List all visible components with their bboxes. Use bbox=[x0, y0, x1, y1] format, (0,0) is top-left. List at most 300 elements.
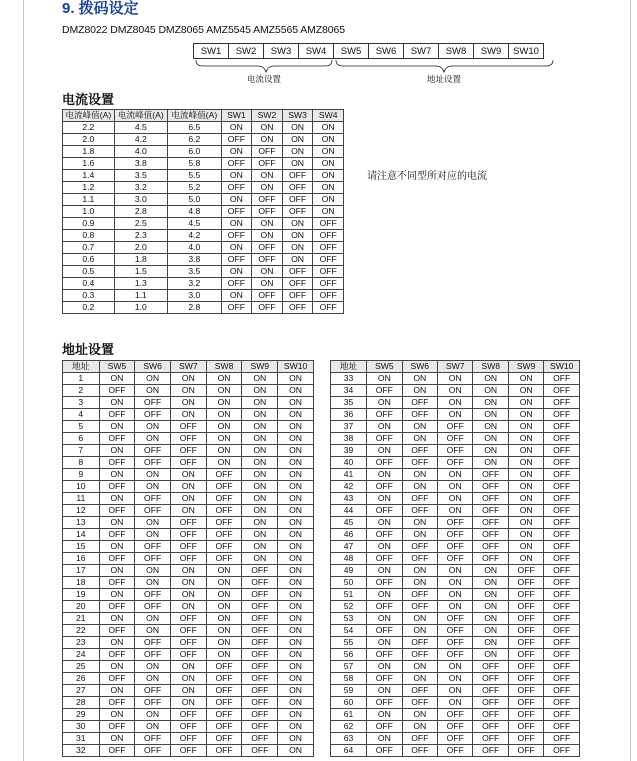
table-cell: ON bbox=[99, 421, 135, 433]
address-header-cell: SW8 bbox=[206, 361, 242, 373]
table-cell: OFF bbox=[544, 397, 580, 409]
table-cell: OFF bbox=[544, 421, 580, 433]
table-cell: 0.2 bbox=[63, 302, 115, 314]
table-cell: OFF bbox=[242, 697, 278, 709]
table-cell: OFF bbox=[402, 601, 437, 613]
table-cell: 24 bbox=[63, 649, 100, 661]
table-cell: OFF bbox=[473, 721, 508, 733]
table-cell: ON bbox=[473, 457, 508, 469]
table-cell: 4.5 bbox=[114, 122, 168, 134]
table-cell: OFF bbox=[221, 254, 252, 266]
table-row bbox=[63, 457, 314, 469]
address-header-cell: 地址 bbox=[331, 361, 367, 373]
table-cell: 39 bbox=[331, 445, 367, 457]
table-cell: 31 bbox=[63, 733, 100, 745]
table-cell: ON bbox=[278, 649, 314, 661]
table-cell: 0.8 bbox=[63, 230, 115, 242]
table-cell: OFF bbox=[473, 505, 508, 517]
table-cell: OFF bbox=[242, 745, 278, 757]
table-cell: OFF bbox=[221, 134, 252, 146]
table-cell: OFF bbox=[438, 421, 473, 433]
table-cell: OFF bbox=[402, 541, 437, 553]
table-cell: OFF bbox=[367, 625, 402, 637]
address-header-cell: SW10 bbox=[544, 361, 580, 373]
address-brace bbox=[336, 60, 553, 72]
table-cell: ON bbox=[135, 421, 171, 433]
switch-cell: SW7 bbox=[404, 44, 439, 59]
table-cell: OFF bbox=[206, 745, 242, 757]
table-row bbox=[63, 709, 314, 721]
table-cell: OFF bbox=[282, 206, 313, 218]
table-cell: 30 bbox=[63, 721, 100, 733]
table-cell: OFF bbox=[473, 493, 508, 505]
table-cell: ON bbox=[278, 493, 314, 505]
table-cell: ON bbox=[278, 505, 314, 517]
table-row bbox=[63, 469, 314, 481]
table-row bbox=[63, 649, 314, 661]
table-cell: OFF bbox=[135, 637, 171, 649]
table-cell: OFF bbox=[242, 589, 278, 601]
table-cell: OFF bbox=[135, 685, 171, 697]
right-margin-rule bbox=[630, 0, 631, 761]
table-cell: ON bbox=[402, 577, 437, 589]
table-cell: ON bbox=[282, 134, 313, 146]
table-cell: 2.8 bbox=[168, 302, 222, 314]
table-cell: OFF bbox=[544, 697, 580, 709]
table-cell: 1.0 bbox=[63, 206, 115, 218]
table-cell: 2.5 bbox=[114, 218, 168, 230]
table-cell: ON bbox=[206, 385, 242, 397]
table-cell: ON bbox=[508, 553, 543, 565]
table-row bbox=[331, 397, 580, 409]
table-cell: ON bbox=[206, 445, 242, 457]
table-row bbox=[63, 589, 314, 601]
table-cell: ON bbox=[170, 397, 206, 409]
table-cell: OFF bbox=[252, 158, 283, 170]
table-cell: OFF bbox=[508, 601, 543, 613]
table-cell: 0.4 bbox=[63, 278, 115, 290]
table-cell: 3.0 bbox=[114, 194, 168, 206]
address-header-cell: SW5 bbox=[99, 361, 135, 373]
table-cell: 1.6 bbox=[63, 158, 115, 170]
table-cell: OFF bbox=[402, 409, 437, 421]
table-cell: OFF bbox=[221, 230, 252, 242]
table-cell: OFF bbox=[544, 373, 580, 385]
table-cell: ON bbox=[402, 433, 437, 445]
table-cell: ON bbox=[282, 254, 313, 266]
table-cell: ON bbox=[170, 601, 206, 613]
table-cell: 34 bbox=[331, 385, 367, 397]
table-cell: OFF bbox=[508, 721, 543, 733]
current-heading: 电流设置 bbox=[62, 92, 115, 107]
table-row bbox=[63, 206, 344, 218]
table-cell: ON bbox=[402, 517, 437, 529]
table-cell: OFF bbox=[170, 733, 206, 745]
table-cell: OFF bbox=[438, 721, 473, 733]
table-cell: 1.0 bbox=[114, 302, 168, 314]
table-row bbox=[63, 230, 344, 242]
table-cell: 54 bbox=[331, 625, 367, 637]
table-cell: OFF bbox=[508, 709, 543, 721]
table-cell: ON bbox=[170, 469, 206, 481]
table-cell: ON bbox=[278, 529, 314, 541]
table-cell: OFF bbox=[367, 577, 402, 589]
table-cell: ON bbox=[278, 589, 314, 601]
table-cell: ON bbox=[252, 134, 283, 146]
table-row bbox=[331, 541, 580, 553]
table-cell: 37 bbox=[331, 421, 367, 433]
table-cell: ON bbox=[170, 697, 206, 709]
current-table bbox=[62, 109, 344, 314]
table-cell: ON bbox=[99, 637, 135, 649]
table-row bbox=[63, 577, 314, 589]
table-cell: ON bbox=[508, 385, 543, 397]
table-cell: 5.0 bbox=[168, 194, 222, 206]
table-cell: ON bbox=[367, 541, 402, 553]
table-cell: ON bbox=[206, 409, 242, 421]
table-cell: ON bbox=[278, 517, 314, 529]
table-cell: 6.0 bbox=[168, 146, 222, 158]
table-row bbox=[63, 433, 314, 445]
table-cell: 0.3 bbox=[63, 290, 115, 302]
table-cell: ON bbox=[278, 541, 314, 553]
table-cell: 55 bbox=[331, 637, 367, 649]
switch-cell: SW4 bbox=[299, 44, 334, 59]
table-cell: 8 bbox=[63, 457, 100, 469]
table-cell: ON bbox=[170, 685, 206, 697]
current-header-cell: SW1 bbox=[221, 110, 252, 122]
table-cell: ON bbox=[135, 613, 171, 625]
table-cell: OFF bbox=[438, 529, 473, 541]
table-row bbox=[331, 685, 580, 697]
table-row bbox=[331, 445, 580, 457]
table-cell: ON bbox=[438, 565, 473, 577]
table-row bbox=[331, 649, 580, 661]
table-cell: OFF bbox=[135, 745, 171, 757]
table-cell: ON bbox=[282, 242, 313, 254]
table-cell: OFF bbox=[473, 469, 508, 481]
table-cell: ON bbox=[438, 589, 473, 601]
table-cell: 12 bbox=[63, 505, 100, 517]
table-cell: 0.9 bbox=[63, 218, 115, 230]
table-cell: OFF bbox=[438, 553, 473, 565]
table-row bbox=[331, 745, 580, 757]
table-row bbox=[63, 673, 314, 685]
table-cell: OFF bbox=[99, 433, 135, 445]
switch-cell: SW9 bbox=[474, 44, 509, 59]
table-row bbox=[63, 242, 344, 254]
table-cell: ON bbox=[278, 457, 314, 469]
table-cell: ON bbox=[221, 218, 252, 230]
table-cell: ON bbox=[313, 122, 344, 134]
table-cell: ON bbox=[438, 397, 473, 409]
table-cell: ON bbox=[99, 517, 135, 529]
table-cell: 3.0 bbox=[168, 290, 222, 302]
table-cell: ON bbox=[135, 385, 171, 397]
table-cell: 2.8 bbox=[114, 206, 168, 218]
table-cell: ON bbox=[242, 541, 278, 553]
table-cell: OFF bbox=[206, 697, 242, 709]
table-row bbox=[63, 637, 314, 649]
table-row bbox=[63, 697, 314, 709]
table-cell: ON bbox=[170, 589, 206, 601]
table-cell: OFF bbox=[242, 577, 278, 589]
table-cell: 26 bbox=[63, 673, 100, 685]
table-cell: OFF bbox=[402, 733, 437, 745]
table-cell: OFF bbox=[313, 230, 344, 242]
address-header-cell: SW9 bbox=[242, 361, 278, 373]
table-cell: OFF bbox=[544, 673, 580, 685]
table-cell: 2.0 bbox=[114, 242, 168, 254]
table-cell: ON bbox=[206, 613, 242, 625]
table-cell: ON bbox=[473, 577, 508, 589]
table-cell: OFF bbox=[473, 673, 508, 685]
table-cell: OFF bbox=[170, 709, 206, 721]
address-brace-label: 地址设置 bbox=[427, 74, 462, 84]
table-cell: ON bbox=[206, 589, 242, 601]
table-cell: OFF bbox=[508, 637, 543, 649]
table-cell: 48 bbox=[331, 553, 367, 565]
table-cell: ON bbox=[206, 649, 242, 661]
table-cell: ON bbox=[473, 373, 508, 385]
table-cell: OFF bbox=[402, 493, 437, 505]
table-row bbox=[63, 170, 344, 182]
table-cell: OFF bbox=[206, 493, 242, 505]
table-cell: OFF bbox=[438, 433, 473, 445]
table-cell: ON bbox=[99, 613, 135, 625]
address-table-left bbox=[62, 360, 314, 757]
table-row bbox=[331, 625, 580, 637]
current-header-cell: SW2 bbox=[252, 110, 283, 122]
table-cell: 25 bbox=[63, 661, 100, 673]
table-cell: OFF bbox=[206, 709, 242, 721]
table-cell: OFF bbox=[99, 505, 135, 517]
table-cell: OFF bbox=[508, 625, 543, 637]
table-cell: OFF bbox=[206, 529, 242, 541]
table-cell: ON bbox=[278, 661, 314, 673]
table-cell: ON bbox=[473, 637, 508, 649]
table-cell: ON bbox=[367, 373, 402, 385]
table-cell: ON bbox=[206, 637, 242, 649]
table-cell: ON bbox=[221, 266, 252, 278]
table-cell: ON bbox=[473, 409, 508, 421]
table-cell: ON bbox=[473, 385, 508, 397]
table-cell: OFF bbox=[544, 481, 580, 493]
table-cell: OFF bbox=[252, 254, 283, 266]
current-header-cell: 电流峰值(A) bbox=[168, 110, 222, 122]
table-cell: ON bbox=[221, 242, 252, 254]
table-cell: 5.5 bbox=[168, 170, 222, 182]
table-cell: OFF bbox=[544, 577, 580, 589]
table-cell: OFF bbox=[99, 745, 135, 757]
table-cell: OFF bbox=[242, 661, 278, 673]
table-cell: ON bbox=[242, 433, 278, 445]
table-cell: ON bbox=[135, 469, 171, 481]
table-cell: OFF bbox=[221, 206, 252, 218]
table-cell: ON bbox=[278, 745, 314, 757]
table-cell: OFF bbox=[170, 433, 206, 445]
switch-cell: SW5 bbox=[334, 44, 369, 59]
table-cell: OFF bbox=[438, 517, 473, 529]
table-row bbox=[63, 685, 314, 697]
table-cell: 11 bbox=[63, 493, 100, 505]
table-row bbox=[331, 577, 580, 589]
table-row bbox=[331, 433, 580, 445]
table-cell: OFF bbox=[252, 206, 283, 218]
table-cell: ON bbox=[99, 469, 135, 481]
table-cell: OFF bbox=[473, 529, 508, 541]
table-cell: ON bbox=[135, 433, 171, 445]
table-cell: OFF bbox=[367, 649, 402, 661]
table-cell: OFF bbox=[99, 721, 135, 733]
current-header-cell: 电流峰值(A) bbox=[63, 110, 115, 122]
table-cell: 0.7 bbox=[63, 242, 115, 254]
table-cell: OFF bbox=[135, 505, 171, 517]
table-cell: OFF bbox=[402, 445, 437, 457]
table-cell: 3.2 bbox=[114, 182, 168, 194]
table-cell: ON bbox=[402, 529, 437, 541]
table-cell: 51 bbox=[331, 589, 367, 601]
table-row bbox=[63, 745, 314, 757]
table-cell: 29 bbox=[63, 709, 100, 721]
table-cell: ON bbox=[206, 577, 242, 589]
table-cell: ON bbox=[313, 194, 344, 206]
table-cell: ON bbox=[508, 529, 543, 541]
table-row bbox=[63, 409, 314, 421]
table-cell: ON bbox=[508, 421, 543, 433]
table-cell: OFF bbox=[170, 541, 206, 553]
switch-cell: SW6 bbox=[369, 44, 404, 59]
table-cell: 5.8 bbox=[168, 158, 222, 170]
table-cell: OFF bbox=[438, 445, 473, 457]
table-cell: 56 bbox=[331, 649, 367, 661]
table-cell: ON bbox=[170, 577, 206, 589]
table-cell: OFF bbox=[170, 745, 206, 757]
table-cell: ON bbox=[242, 421, 278, 433]
table-row bbox=[331, 637, 580, 649]
table-cell: OFF bbox=[367, 673, 402, 685]
table-cell: ON bbox=[242, 373, 278, 385]
table-cell: OFF bbox=[438, 541, 473, 553]
table-cell: OFF bbox=[170, 553, 206, 565]
table-cell: ON bbox=[367, 685, 402, 697]
table-cell: OFF bbox=[544, 721, 580, 733]
table-cell: ON bbox=[438, 601, 473, 613]
table-row bbox=[331, 457, 580, 469]
table-cell: OFF bbox=[544, 553, 580, 565]
table-cell: 2.2 bbox=[63, 122, 115, 134]
table-cell: OFF bbox=[367, 409, 402, 421]
table-row bbox=[63, 493, 314, 505]
address-heading: 地址设置 bbox=[62, 342, 115, 357]
table-row bbox=[331, 481, 580, 493]
table-cell: 62 bbox=[331, 721, 367, 733]
table-cell: OFF bbox=[242, 721, 278, 733]
table-cell: ON bbox=[206, 601, 242, 613]
table-cell: OFF bbox=[206, 733, 242, 745]
table-cell: OFF bbox=[438, 613, 473, 625]
table-cell: OFF bbox=[473, 661, 508, 673]
table-cell: OFF bbox=[135, 541, 171, 553]
table-cell: 0.5 bbox=[63, 266, 115, 278]
table-cell: ON bbox=[438, 469, 473, 481]
table-cell: 18 bbox=[63, 577, 100, 589]
table-cell: OFF bbox=[544, 661, 580, 673]
table-cell: OFF bbox=[367, 721, 402, 733]
table-cell: OFF bbox=[402, 589, 437, 601]
table-cell: OFF bbox=[221, 278, 252, 290]
table-cell: 4.0 bbox=[168, 242, 222, 254]
table-cell: ON bbox=[135, 565, 171, 577]
table-cell: 4.0 bbox=[114, 146, 168, 158]
table-cell: 46 bbox=[331, 529, 367, 541]
table-cell: OFF bbox=[544, 541, 580, 553]
table-cell: ON bbox=[473, 625, 508, 637]
table-cell: OFF bbox=[170, 649, 206, 661]
table-row bbox=[63, 481, 314, 493]
table-cell: OFF bbox=[206, 685, 242, 697]
table-cell: ON bbox=[367, 565, 402, 577]
table-cell: 2.3 bbox=[114, 230, 168, 242]
table-row bbox=[63, 613, 314, 625]
table-cell: OFF bbox=[402, 457, 437, 469]
table-cell: 4 bbox=[63, 409, 100, 421]
table-cell: OFF bbox=[170, 457, 206, 469]
table-cell: OFF bbox=[206, 673, 242, 685]
table-row bbox=[63, 565, 314, 577]
table-cell: OFF bbox=[544, 529, 580, 541]
section-title: 9. 拨码设定 bbox=[62, 0, 139, 17]
table-row bbox=[331, 421, 580, 433]
table-cell: OFF bbox=[438, 745, 473, 757]
table-cell: OFF bbox=[367, 457, 402, 469]
table-cell: ON bbox=[402, 613, 437, 625]
table-cell: OFF bbox=[544, 613, 580, 625]
current-note: 请注意不同型所对应的电流 bbox=[367, 171, 487, 182]
table-cell: OFF bbox=[170, 445, 206, 457]
table-cell: ON bbox=[170, 565, 206, 577]
table-cell: OFF bbox=[367, 601, 402, 613]
table-cell: 4.2 bbox=[114, 134, 168, 146]
table-cell: OFF bbox=[544, 637, 580, 649]
table-cell: OFF bbox=[544, 745, 580, 757]
address-header-cell: 地址 bbox=[63, 361, 100, 373]
table-cell: ON bbox=[282, 230, 313, 242]
table-cell: OFF bbox=[544, 457, 580, 469]
table-cell: OFF bbox=[544, 601, 580, 613]
table-row bbox=[331, 697, 580, 709]
table-cell: ON bbox=[252, 230, 283, 242]
table-cell: ON bbox=[99, 373, 135, 385]
table-cell: 4.5 bbox=[168, 218, 222, 230]
table-cell: ON bbox=[367, 661, 402, 673]
table-cell: 19 bbox=[63, 589, 100, 601]
table-row bbox=[331, 385, 580, 397]
table-cell: 15 bbox=[63, 541, 100, 553]
table-cell: OFF bbox=[170, 637, 206, 649]
table-cell: 23 bbox=[63, 637, 100, 649]
table-cell: ON bbox=[278, 577, 314, 589]
table-cell: ON bbox=[252, 122, 283, 134]
table-cell: ON bbox=[282, 122, 313, 134]
address-header-cell: SW9 bbox=[508, 361, 543, 373]
table-cell: OFF bbox=[402, 397, 437, 409]
table-cell: ON bbox=[438, 481, 473, 493]
current-header-cell: SW4 bbox=[313, 110, 344, 122]
table-cell: OFF bbox=[206, 517, 242, 529]
table-cell: OFF bbox=[544, 445, 580, 457]
table-row bbox=[63, 733, 314, 745]
